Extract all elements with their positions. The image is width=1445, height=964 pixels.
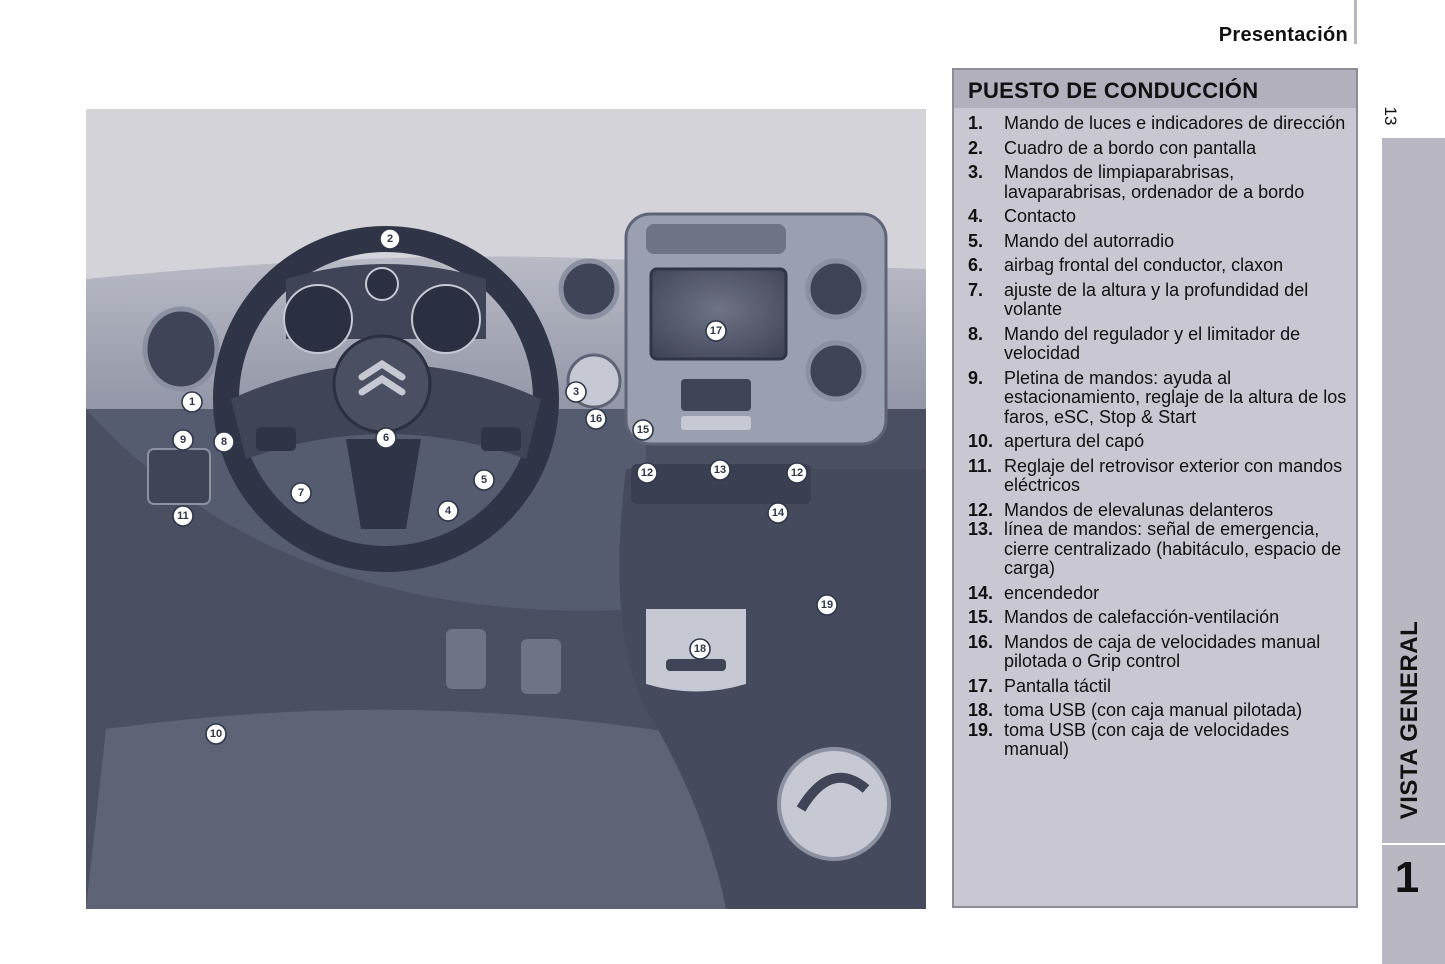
- item-number: 2.: [968, 137, 984, 158]
- item-number: 4.: [968, 206, 984, 226]
- item-number: 10.: [968, 431, 994, 451]
- item-number: 6.: [968, 255, 984, 275]
- callout-8: [214, 432, 234, 452]
- item-text: Mandos de calefacción-ventilación: [1004, 607, 1280, 627]
- item-number: 14.: [968, 582, 994, 603]
- item-text: Mando de luces e indicadores de dirección: [1004, 113, 1346, 133]
- callout-1: [182, 392, 202, 412]
- svg-text:18: 18: [693, 643, 707, 655]
- callout-7: [291, 483, 311, 503]
- item-number: 12.: [968, 499, 994, 520]
- list-item: [968, 501, 1348, 521]
- svg-text:4: 4: [444, 505, 452, 517]
- item-text: Cuadro de a bordo con pantalla: [1004, 137, 1257, 158]
- callout-12-right: [787, 463, 807, 483]
- item-text: Reglaje del retrovisor exterior con mandos eléctricos: [1004, 455, 1343, 495]
- list-item: [968, 114, 1348, 134]
- callout-4: [438, 501, 458, 521]
- callout-9: [173, 430, 193, 450]
- item-text: Mandos de elevalunas delanteros: [1004, 499, 1274, 520]
- item-text: airbag frontal del conductor, claxon: [1004, 255, 1284, 275]
- dashboard-illustration: [86, 109, 926, 909]
- list-item: [968, 432, 1348, 452]
- item-text: Pantalla táctil: [1004, 675, 1112, 696]
- item-number: 15.: [968, 607, 994, 627]
- header-divider: [1354, 0, 1357, 44]
- item-number: 1.: [968, 113, 984, 133]
- svg-text:1: 1: [188, 396, 196, 408]
- list-item: [968, 256, 1348, 276]
- list-item: [968, 232, 1348, 252]
- item-number: 7.: [968, 279, 984, 300]
- section-title: Presentación: [1218, 24, 1348, 46]
- list-item: [968, 677, 1348, 697]
- svg-text:17: 17: [709, 325, 723, 337]
- list-item: [968, 207, 1348, 227]
- panel-title: PUESTO DE CONDUCCIÓN: [954, 70, 1356, 108]
- callout-2: [380, 229, 400, 249]
- list-item: [968, 701, 1348, 721]
- callout-14: [768, 503, 788, 523]
- list-item: [968, 325, 1348, 364]
- svg-text:8: 8: [220, 436, 228, 448]
- list-item: [968, 163, 1348, 202]
- chapter-tab-divider: [1382, 843, 1445, 845]
- list-item: [968, 633, 1348, 672]
- item-text: línea de mandos: señal de emergencia, cierre centralizado (habitáculo, espacio de carga): [1004, 519, 1342, 578]
- callout-3: [566, 382, 586, 402]
- callout-6: [376, 428, 396, 448]
- item-number: 9.: [968, 367, 984, 388]
- chapter-number: 1: [1394, 853, 1420, 902]
- list-item: [968, 369, 1348, 428]
- item-text: ajuste de la altura y la profundidad del volante: [1004, 279, 1309, 319]
- svg-text:9: 9: [179, 434, 187, 446]
- item-text: toma USB (con caja de velocidades manual): [1004, 719, 1290, 759]
- chapter-tab-label: VISTA GENERAL: [1396, 620, 1423, 820]
- legend-panel: [952, 68, 1358, 908]
- list-item: [968, 520, 1348, 579]
- svg-text:2: 2: [386, 233, 394, 245]
- callout-16: [586, 409, 606, 429]
- item-text: toma USB (con caja manual pilotada): [1004, 700, 1303, 720]
- callout-19: [817, 595, 837, 615]
- svg-text:10: 10: [209, 728, 223, 740]
- item-text: Mando del regulador y el limitador de velocidad: [1004, 323, 1301, 363]
- callout-5: [474, 470, 494, 490]
- svg-text:16: 16: [589, 413, 603, 425]
- list-item: [968, 584, 1348, 604]
- item-number: 5.: [968, 230, 984, 251]
- svg-text:13: 13: [713, 464, 727, 476]
- item-number: 8.: [968, 323, 984, 344]
- item-number: 3.: [968, 162, 984, 182]
- item-text: Pletina de mandos: ayuda al estacionamiento, reglaje de la altura de los faros, eSC, Stop & Start: [1004, 367, 1347, 427]
- item-text: encendedor: [1004, 582, 1100, 603]
- item-number: 11.: [968, 455, 993, 476]
- list-item: [968, 608, 1348, 628]
- item-number: 17.: [968, 675, 994, 696]
- page-number: 13: [1381, 106, 1400, 126]
- item-text: Mandos de limpiaparabrisas, lavaparabrisas, ordenador de a bordo: [1004, 162, 1305, 202]
- callout-10: [206, 724, 226, 744]
- dashboard-drawing: [86, 109, 926, 909]
- item-text: Mandos de caja de velocidades manual pilotada o Grip control: [1004, 631, 1321, 671]
- svg-text:7: 7: [297, 487, 305, 499]
- svg-text:5: 5: [480, 474, 488, 486]
- legend-list: [954, 114, 1356, 760]
- callout-15: [633, 420, 653, 440]
- callout-12-left: [637, 463, 657, 483]
- svg-text:3: 3: [572, 386, 580, 398]
- callout-18: [690, 639, 710, 659]
- callout-17: [706, 321, 726, 341]
- item-number: 16.: [968, 631, 994, 652]
- svg-text:14: 14: [771, 507, 785, 519]
- item-number: 13.: [968, 519, 994, 539]
- chapter-tab: [1382, 138, 1445, 964]
- svg-text:11: 11: [177, 510, 189, 522]
- item-number: 19.: [968, 719, 994, 740]
- item-number: 18.: [968, 700, 994, 720]
- callout-11: [173, 506, 193, 526]
- item-text: Mando del autorradio: [1004, 230, 1175, 251]
- list-item: [968, 281, 1348, 320]
- list-item: [968, 139, 1348, 159]
- svg-text:15: 15: [636, 424, 650, 436]
- item-text: Contacto: [1004, 206, 1077, 226]
- svg-text:19: 19: [820, 599, 834, 611]
- list-item: [968, 457, 1348, 496]
- svg-text:12: 12: [790, 467, 804, 479]
- svg-text:6: 6: [382, 432, 390, 444]
- callout-13: [710, 460, 730, 480]
- svg-text:12: 12: [640, 467, 654, 479]
- item-text: apertura del capó: [1004, 431, 1145, 451]
- list-item: [968, 721, 1348, 760]
